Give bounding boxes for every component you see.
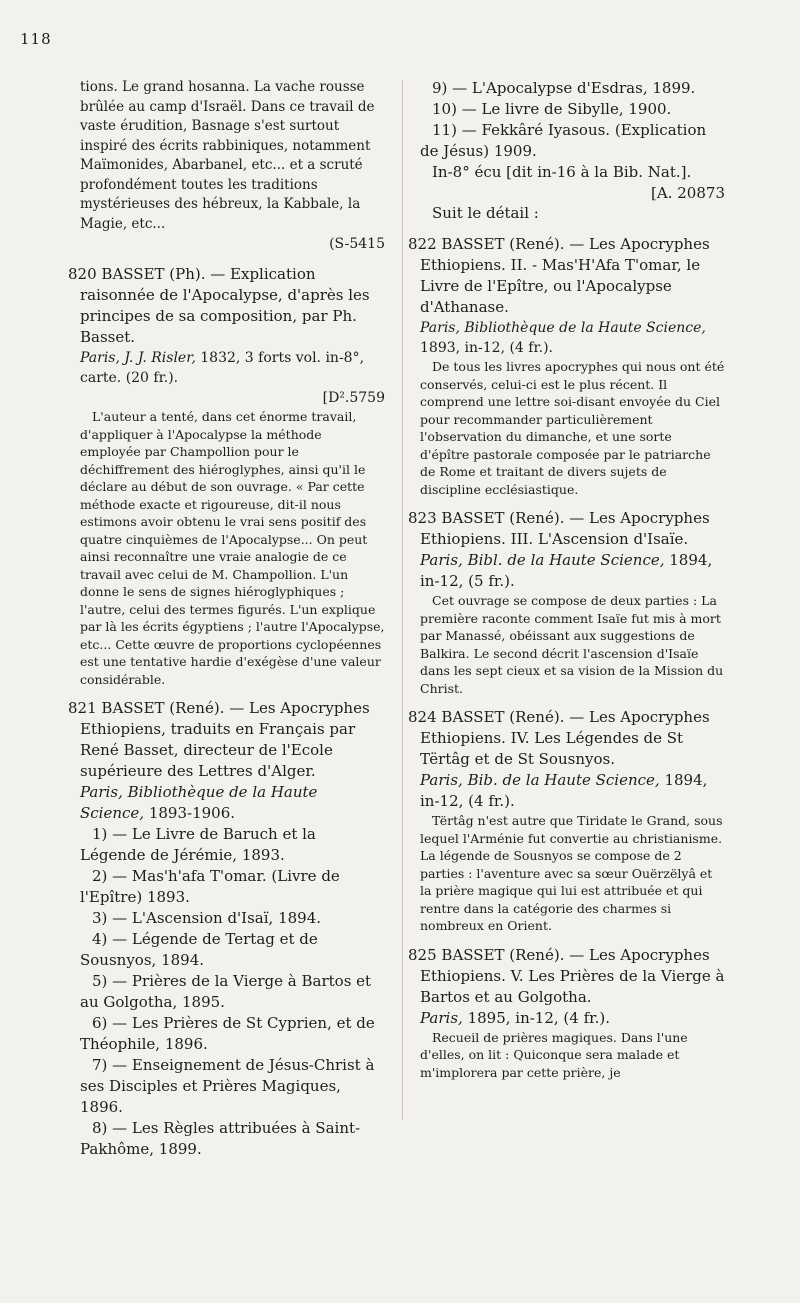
entry-824-publisher: Paris, Bib. de la Haute Science, (420, 771, 660, 789)
entry-824-number: 824 (408, 708, 437, 726)
entry-823-note: Cet ouvrage se compose de deux parties : La première raconte comment Isaïe fut mis à mort par Manassé, obéissant aux suggestions de Balkira. Le second décrit l'ascension d'Isaïe dans les sept cieux et sa vision de la Mission du Christ. (420, 593, 724, 696)
list-item: 7) — Enseignement de Jésus-Christ à ses Disciples et Prières Magiques, 1896. (80, 1056, 375, 1116)
intro-reference: (S-5415 (329, 236, 385, 252)
entry-825-publisher: Paris, (420, 1008, 463, 1027)
entry-820-publisher: Paris, J. J. Risler, (80, 350, 196, 366)
entry-825 (408, 945, 725, 1082)
intro-paragraph: tions. Le grand hosanna. La vache rousse brûlée au camp d'Israël. Dans ce travail de vaste érudition, Basnage s'est surtout inspiré des écrits rabbiniques, notamment Maïmonides, Abarbanel, etc... et a scruté profondément toutes les traditions mystérieuses des hébreux, la Kabbale, la Magie, etc... (80, 79, 375, 232)
entry-823 (408, 508, 725, 697)
entry-822-publication (420, 318, 725, 358)
entry-820-reference: [D².5759 (322, 390, 385, 406)
entry-822-details: 1893, in-12, (4 fr.). (420, 340, 553, 356)
list-item: 11) — Fekkâré Iyasous. (Explication de Jésus) 1909. (420, 121, 707, 160)
entry-823-title: BASSET (René). — Les Apocryphes Ethiopiens. III. L'Ascension d'Isaïe. (420, 509, 710, 548)
entry-820-heading (68, 264, 385, 348)
entry-821 (68, 698, 385, 1160)
entry-824 (408, 707, 725, 935)
entry-821-number: 821 (68, 699, 97, 717)
entry-825-heading (408, 945, 725, 1008)
left-column (68, 78, 385, 1160)
entry-820 (68, 264, 385, 688)
list-item: 5) — Prières de la Vierge à Bartos et au Golgotha, 1895. (80, 972, 372, 1011)
entry-822 (408, 234, 725, 498)
entry-825-title: BASSET (René). — Les Apocryphes Ethiopiens. V. Les Prières de la Vierge à Bartos et au Golgotha. (420, 945, 725, 1006)
entry-820-publication (80, 348, 385, 388)
list-item: 2) — Mas'h'afa T'omar. (Livre de l'Epître) 1893. (80, 867, 340, 906)
entry-822-number: 822 (408, 235, 437, 253)
entry-820-details: 1832, 3 forts vol. in-8°, carte. (20 fr.). (80, 350, 365, 386)
list-item: 10) — Le livre de Sibylle, 1900. (432, 100, 672, 118)
entry-824-publication (420, 770, 725, 812)
entry-824-heading (408, 707, 725, 770)
entry-823-publisher: Paris, Bibl. de la Haute Science, (420, 551, 665, 569)
entry-823-heading (408, 508, 725, 550)
list-item: 3) — L'Ascension d'Isaï, 1894. (92, 909, 322, 927)
entry-825-details: 1895, in-12, (4 fr.). (462, 1008, 611, 1027)
entry-823-details: 1894, in-12, (5 fr.). (420, 551, 713, 590)
entry-823-publication (420, 550, 725, 592)
entry-824-title: BASSET (René). — Les Apocryphes Ethiopiens. IV. Les Légendes de St Tërtâg et de St Sousnyos. (420, 708, 710, 768)
entry-825-note: Recueil de prières magiques. Dans l'une d'elles, on lit : Quiconque sera malade et m'implorera par cette prière, je (420, 1029, 688, 1080)
entry-821-details: 1893-1906. (144, 804, 236, 822)
list-item: 8) — Les Règles attribuées à Saint-Pakhôme, 1899. (80, 1119, 361, 1158)
entry-824-details: 1894, in-12, (4 fr.). (420, 771, 708, 810)
list-item: 1) — Le Livre de Baruch et la Légende de Jérémie, 1893. (80, 825, 316, 864)
entry-821-title: BASSET (René). — Les Apocryphes Ethiopiens, traduits en Français par René Basset, directeur de l'Ecole supérieure des Lettres d'Alger. (80, 699, 370, 780)
suit-line: Suit le détail : (432, 204, 539, 222)
entry-825-publication (420, 1008, 725, 1029)
format-line: In-8° écu [dit in-16 à la Bib. Nat.]. (432, 163, 692, 181)
page-number: 118 (20, 30, 52, 48)
entry-822-heading (408, 234, 725, 318)
list-item: 6) — Les Prières de St Cyprien, et de Théophile, 1896. (80, 1014, 375, 1053)
list-item: 9) — L'Apocalypse d'Esdras, 1899. (432, 79, 696, 97)
entry-821-heading (68, 698, 385, 782)
entry-821-publisher: Paris, Bibliothèque de la Haute Science, (80, 783, 318, 822)
format-reference: [A. 20873 (651, 184, 725, 202)
entry-824-note: Tërtâg n'est autre que Tiridate le Grand, sous lequel l'Arménie fut convertie au christianisme. La légende de Sousnyos se compose de 2 parties : l'aventure avec sa sœur Ouërzëlyâ et la prière magique qui lui est attribuée et qui rentre dans la catégorie des charmes si nombreux en Orient. (420, 813, 723, 933)
entry-822-note: De tous les livres apocryphes qui nous ont été conservés, celui-ci est le plus récent. Il comprend une lettre soi-disant envoyée du Ciel pour recommander particulièrement l'observation du dimanche, et une sorte d'épître pastorale composée par le patriarche de Rome et traitant de divers sujets de discipline ecclésiastique. (420, 359, 725, 497)
entry-821-publication (80, 782, 385, 824)
entry-820-number: 820 (68, 265, 97, 283)
entry-822-publisher: Paris, Bibliothèque de la Haute Science, (420, 320, 706, 336)
entry-823-number: 823 (408, 509, 437, 527)
entry-822-title: BASSET (René). — Les Apocryphes Ethiopiens. II. - Mas'H'Afa T'omar, le Livre de l'Epître, ou l'Apocalypse d'Athanase. (420, 235, 710, 316)
entry-825-number: 825 (408, 945, 437, 964)
entry-820-title: BASSET (Ph). — Explication raisonnée de l'Apocalypse, d'après les principes de sa composition, par Ph. Basset. (80, 265, 370, 346)
right-column (408, 78, 725, 1081)
entry-820-note: L'auteur a tenté, dans cet énorme travail, d'appliquer à l'Apocalypse la méthode employée par Champollion pour le déchiffrement des hiéroglyphes, ainsi qu'il le déclare au début de son ouvrage. « Par cette méthode exacte et rigoureuse, dit-il nous estimons avoir obtenu le vrai sens positif des quatre cinquièmes de l'Apocalypse... On peut ainsi reconnaître une vraie analogie de ce travail avec celui de M. Champollion. L'un donne le sens de signes hiéroglyphiques ; l'autre, celui des termes figurés. L'un explique par là les écrits égyptiens ; l'autre l'Apocalypse, etc... Cette œuvre de proportions cyclopéennes est une tentative hardie d'exégèse d'une valeur considérable. (80, 409, 385, 687)
column-divider (402, 80, 403, 1120)
list-item: 4) — Légende de Tertag et de Sousnyos, 1894. (80, 930, 318, 969)
